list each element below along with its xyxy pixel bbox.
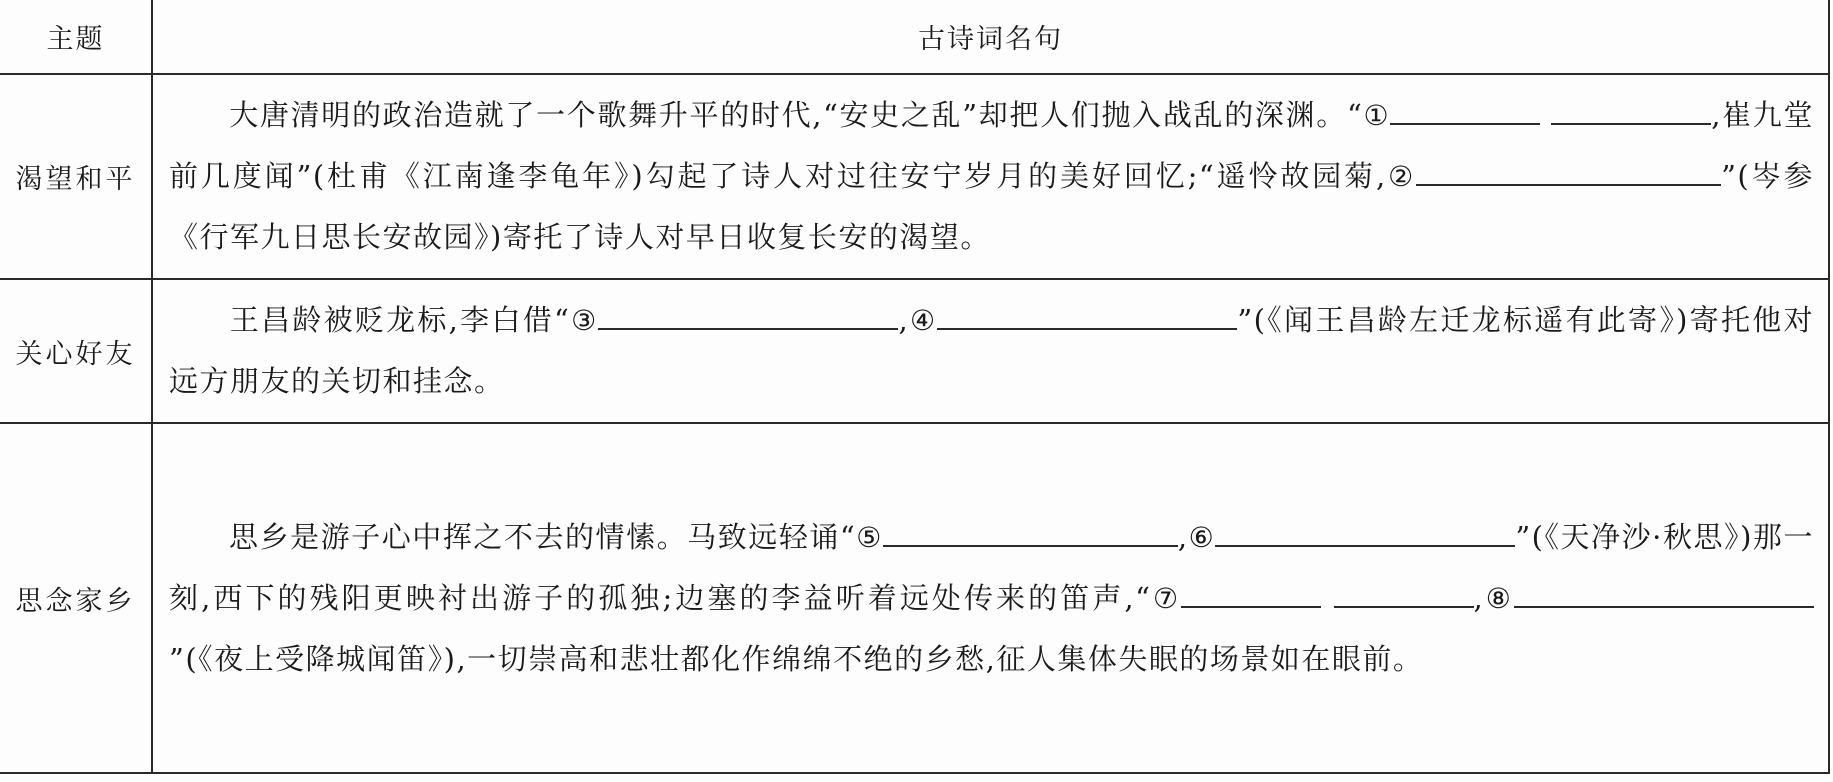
answer-blank-8[interactable]: [1514, 576, 1814, 608]
answer-blank-7b[interactable]: [1334, 576, 1474, 608]
table-row: [0, 279, 1829, 423]
answer-blank-2[interactable]: [1416, 154, 1721, 186]
blank-marker-3: ③: [570, 304, 599, 337]
answer-blank-7a[interactable]: [1181, 576, 1321, 608]
answer-blank-3[interactable]: [598, 298, 898, 330]
text-segment: ,崔九堂前几度闻”(杜甫《江南逢李龟年》)勾起了诗人对过往安宁岁月的美好回忆;“遥怜故园菊,: [169, 98, 1814, 193]
table-row: [0, 74, 1829, 279]
header-poems: 古诗词名句: [152, 0, 1829, 74]
row-topic: 渴望和平: [0, 74, 152, 279]
header-topic: 主题: [0, 0, 152, 74]
answer-blank-1b[interactable]: [1551, 93, 1711, 125]
text-segment: ”(岑参《行军九日思长安故园》)寄托了诗人对早日收复长安的渴望。: [169, 159, 1815, 254]
blank-marker-5: ⑤: [856, 520, 883, 554]
answer-blank-1a[interactable]: [1390, 93, 1540, 125]
blank-marker-4: ④: [909, 304, 938, 337]
table-row: [0, 423, 1829, 773]
blank-marker-6: ⑥: [1188, 520, 1216, 554]
blank-marker-2: ②: [1386, 160, 1417, 193]
blank-marker-1: ①: [1363, 99, 1391, 132]
text-segment: ”(《天净沙·秋思》)那一刻,西下的残阳更映衬出游子的孤独;边塞的李益听着远处传来的笛声,“: [169, 519, 1814, 615]
row-topic: 关心好友: [0, 279, 152, 423]
blank-marker-8: ⑧: [1484, 581, 1514, 615]
answer-blank-5[interactable]: [883, 515, 1178, 547]
text-segment: ,: [898, 303, 910, 337]
text-segment: ”(《夜上受降城闻笛》),一切崇高和悲壮都化作绵绵不绝的乡愁,征人集体失眠的场景如在眼前。: [169, 641, 1424, 676]
row-content: [152, 423, 1829, 773]
text-segment: ,: [1473, 580, 1485, 615]
row-content: [152, 74, 1829, 279]
blank-marker-7: ⑦: [1151, 581, 1182, 615]
text-segment: 王昌龄被贬龙标,李白借“: [229, 303, 571, 337]
text-segment: 大唐清明的政治造就了一个歌舞升平的时代,“安史之乱”却把人们抛入战乱的深渊。“: [229, 98, 1364, 132]
text-segment: ”(《闻王昌龄左迁龙标遥有此寄》)寄托他对远方朋友的关切和挂念。: [169, 303, 1814, 398]
table-header-row: [0, 0, 1829, 74]
text-segment: 思乡是游子心中挥之不去的情愫。马致远轻诵“: [229, 519, 857, 554]
text-segment: ,: [1177, 519, 1189, 554]
row-content: [152, 279, 1829, 423]
answer-blank-6[interactable]: [1215, 515, 1515, 547]
answer-blank-4[interactable]: [937, 298, 1237, 330]
row-topic: 思念家乡: [0, 423, 152, 773]
